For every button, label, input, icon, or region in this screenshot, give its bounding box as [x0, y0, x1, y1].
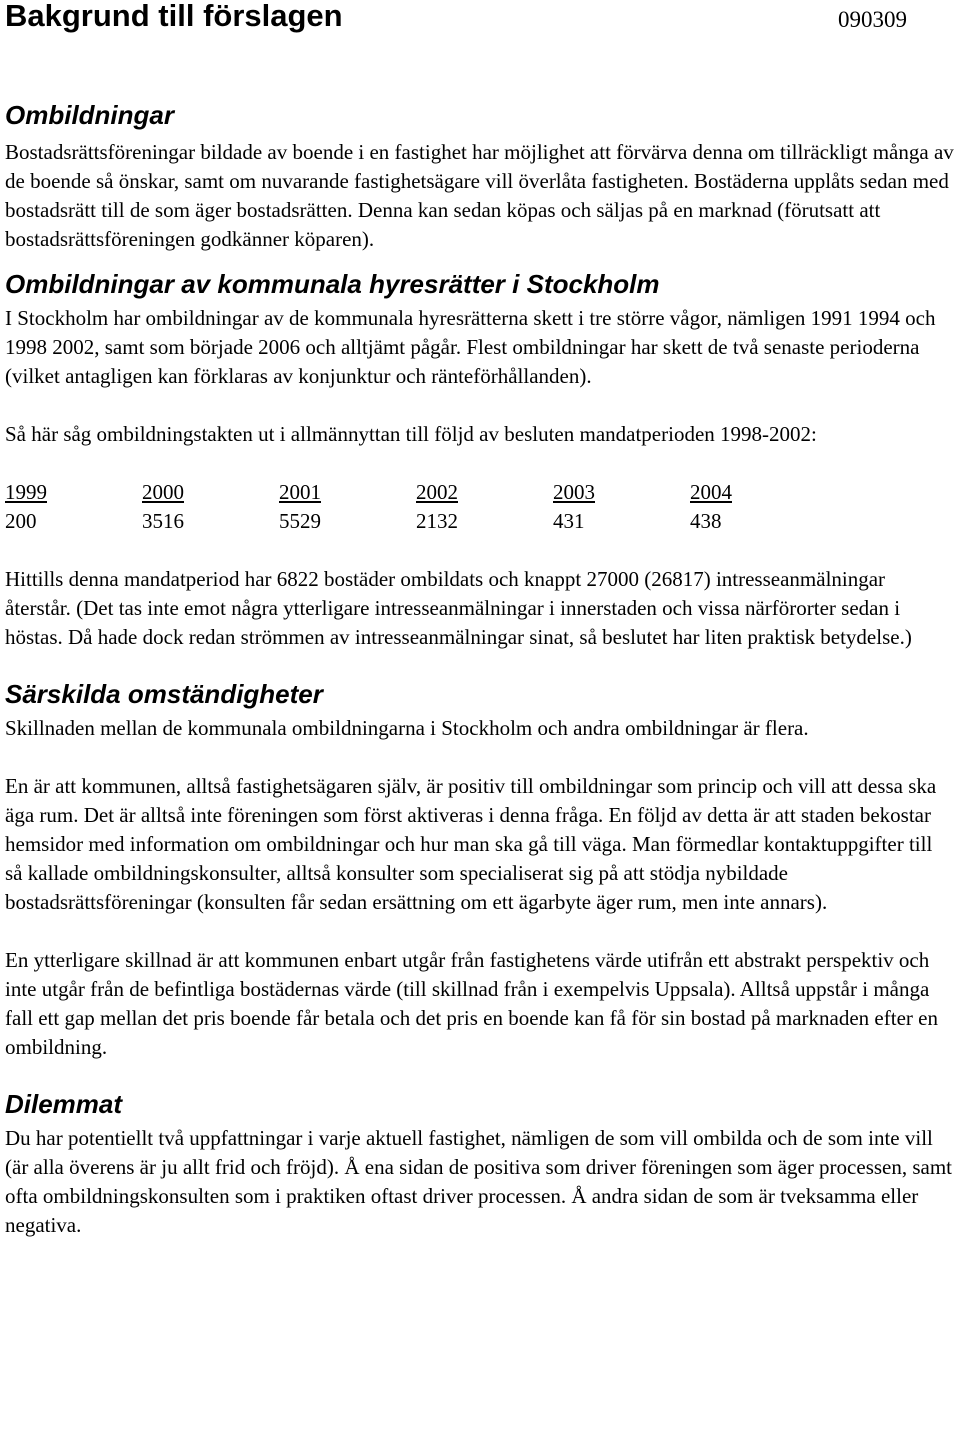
section-paragraph: Du har potentiellt två uppfattningar i varje aktuell fastighet, nämligen de som vill ombilda och de som inte vill (är alla överens är ju allt frid och fröjd). Å ena sidan de positiva som driver föreningen som äger processen, samt ofta ombildningskonsulten som i praktiken oftast driver processen. Å andra sidan de som är tveksamma eller negativa.	[5, 1126, 953, 1237]
section-paragraph: En ytterligare skillnad är att kommunen enbart utgår från fastighetens värde utifrån ett abstrakt perspektiv och inte utgår från de befintliga bostädernas värde (till skillnad från i exempelvis Uppsala). Alltså uppstår i många fall ett gap mellan det pris boende får betala och det pris en boende kan få för sin bostad på marknaden efter en ombildning.	[5, 948, 938, 1059]
table-cell-value: 2132	[416, 509, 458, 533]
conversion-rate-table	[5, 478, 827, 536]
table-cell-year: 2004	[690, 480, 732, 504]
section-heading: Särskilda omständigheter	[5, 679, 323, 709]
section-paragraph: Så här såg ombildningstakten ut i allmännyttan till följd av besluten mandatperioden 1998-2002:	[5, 422, 817, 446]
table-row-years	[5, 478, 827, 507]
section-kommunala-hyresratter	[5, 268, 955, 652]
table-cell-year: 2000	[142, 480, 184, 504]
table-cell-value: 200	[5, 509, 37, 533]
document-page	[5, 0, 955, 1240]
document-date: 090309	[838, 7, 907, 32]
section-heading: Ombildningar av kommunala hyresrätter i Stockholm	[5, 269, 660, 299]
table-row-values	[5, 507, 827, 536]
document-header	[5, 0, 955, 40]
table-cell-value: 431	[553, 509, 585, 533]
section-heading: Ombildningar	[5, 100, 174, 130]
table-cell-year: 1999	[5, 480, 47, 504]
table-cell-year: 2002	[416, 480, 458, 504]
section-paragraph: En är att kommunen, alltså fastighetsägaren själv, är positiv till ombildningar som princip och vill att dessa ska äga rum. Det är alltså inte föreningen som först aktiveras i denna fråga. En följd av detta är att staden bekostar hemsidor med information om ombildningar och hur man ska gå till väga. Man förmedlar kontaktuppgifter till så kallade ombildningskonsulter, alltså konsulter som specialiserat sig på att stödja nybildade bostadsrättsföreningar (konsulten får sedan ersättning om ett ägarbyte äger rum, men inte annars).	[5, 774, 937, 914]
table-cell-year: 2003	[553, 480, 595, 504]
section-paragraph: Hittills denna mandatperiod har 6822 bostäder ombildats och knappt 27000 (26817) intresseanmälningar återstår. (Det tas inte emot några ytterligare intresseanmälningar i innerstaden och vissa närförorter sedan i höstas. Då hade dock redan strömmen av intresseanmälningar sinat, så beslutet har liten praktisk betydelse.)	[5, 567, 912, 649]
table-cell-value: 5529	[279, 509, 321, 533]
section-heading: Dilemmat	[5, 1089, 123, 1119]
document-title: Bakgrund till förslagen	[5, 0, 343, 33]
table-cell-value: 438	[690, 509, 722, 533]
section-dilemmat	[5, 1088, 955, 1240]
section-paragraph: Bostadsrättsföreningar bildade av boende i en fastighet har möjlighet att förvärva denna om tillräckligt många av de boende så önskar, samt om nuvarande fastighetsägare vill överlåta fastigheten. Bostäderna upplåts sedan med bostadsrätt till de som äger bostadsrätten. Denna kan sedan köpas och säljas på en marknad (förutsatt att bostadsrättsföreningen godkänner köparen).	[5, 140, 954, 251]
table-cell-year: 2001	[279, 480, 321, 504]
table-cell-value: 3516	[142, 509, 184, 533]
section-paragraph: Skillnaden mellan de kommunala ombildningarna i Stockholm och andra ombildningar är flera.	[5, 716, 809, 740]
section-sarskilda-omstandigheter	[5, 678, 955, 1062]
section-paragraph: I Stockholm har ombildningar av de kommunala hyresrätterna skett i tre större vågor, nämligen 1991 1994 och 1998 2002, samt som började 2006 och alltjämt pågår. Flest ombildningar har skett de två senaste perioderna (vilket antagligen kan förklaras av konjunktur och ränteförhållanden).	[5, 306, 936, 388]
section-ombildningar	[5, 99, 955, 254]
